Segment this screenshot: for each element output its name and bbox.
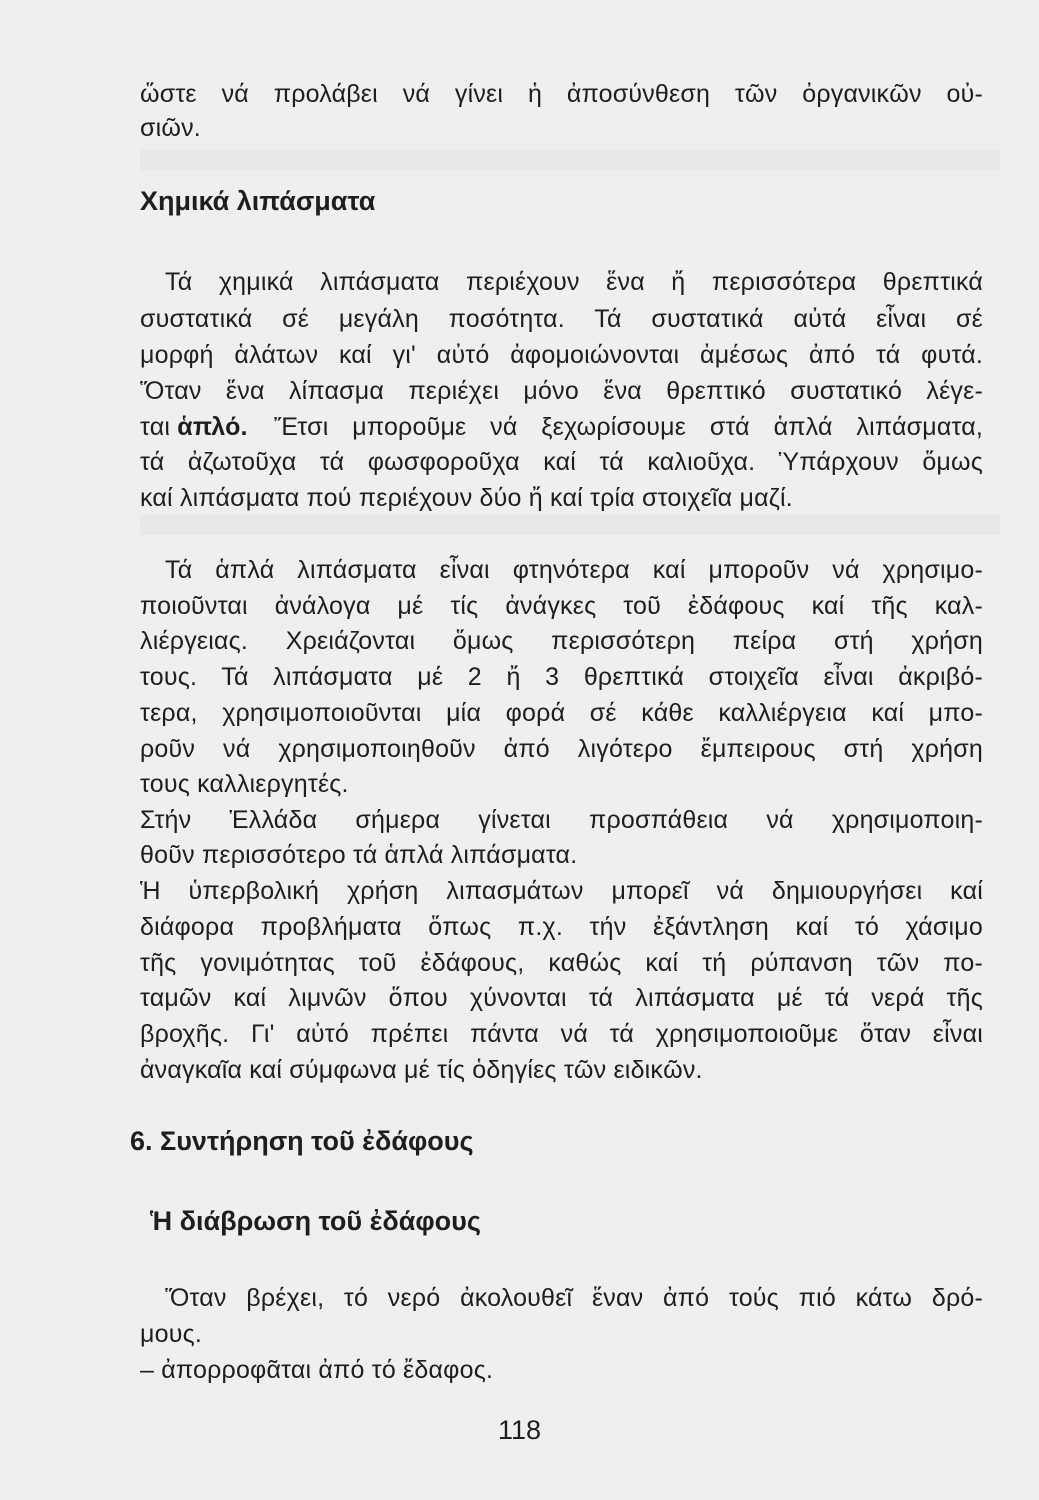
paragraph-line [140,412,248,442]
paragraph-line: ροῦν νά χρησιμοποιηθοῦν ἀπό λιγότερο ἔμπειρους στή χρήση [140,735,983,763]
paragraph-line: ἀναγκαῖα καί σύμφωνα μέ τίς ὁδηγίες τῶν ειδικῶν. [140,1056,703,1084]
subsection-heading: Ἡ διάβρωση τοῦ ἐδάφους [150,1206,481,1236]
paragraph-line: συστατικά σέ μεγάλη ποσότητα. Τά συστατικά αὐτά εἶναι σέ [140,305,983,333]
paragraph-line: τερα, χρησιμοποιοῦνται μία φορά σέ κάθε καλλιέργεια καί μπο- [140,699,983,727]
paragraph-line: βροχῆς. Γι' αὐτό πρέπει πάντα νά τά χρησιμοποιοῦμε ὅταν εἶναι [140,1020,983,1048]
list-item: – ἀπορροφᾶται ἀπό τό ἔδαφος. [140,1356,494,1384]
show-through-mark [140,150,1000,170]
paragraph-line: καί λιπάσματα πού περιέχουν δύο ἤ καί τρία στοιχεῖα μαζί. [140,484,793,512]
paragraph-line: Ὅταν βρέχει, τό νερό ἀκολουθεῖ ἕναν ἀπό τούς πιό κάτω δρό- [165,1284,983,1312]
paragraph-line: ποιοῦνται ἀνάλογα μέ τίς ἀνάγκες τοῦ ἐδάφους καί τῆς καλ- [140,592,983,620]
inline-text: ται [140,413,171,441]
paragraph-line: μους. [140,1320,202,1348]
intro-line: σιῶν. [140,114,201,142]
section-heading: 6. Συντήρηση τοῦ ἐδάφους [130,1126,474,1156]
section-heading: Χημικά λιπάσματα [140,186,376,216]
paragraph-line: μορφή ἁλάτων καί γι' αὐτό ἀφομοιώνονται ἀμέσως ἀπό τά φυτά. [140,341,983,369]
paragraph-line: Τά ἁπλά λιπάσματα εἶναι φτηνότερα καί μποροῦν νά χρησιμο- [165,556,983,584]
paragraph-line: Στήν Ἑλλάδα σήμερα γίνεται προσπάθεια νά χρησιμοποιη- [140,806,983,834]
paragraph-line: λιέργειας. Χρειάζονται ὅμως περισσότερη πείρα στή χρήση [140,627,983,655]
paragraph-line: Ὅταν ἕνα λίπασμα περιέχει μόνο ἕνα θρεπτικό συστατικό λέγε- [140,377,983,405]
paragraph-line: Τά χημικά λιπάσματα περιέχουν ἕνα ἤ περισσότερα θρεπτικά [165,268,983,296]
show-through-mark [140,515,1000,535]
intro-line: ὥστε νά προλάβει νά γίνει ἡ ἀποσύνθεση τῶν ὀργανικῶν οὐ- [140,80,983,108]
page-number: 118 [497,1415,542,1445]
paragraph-line: διάφορα προβλήματα ὅπως π.χ. τήν ἐξάντληση καί τό χάσιμο [140,913,983,941]
emphasis-term: ἁπλό. [177,413,248,441]
paragraph-line: τους. Τά λιπάσματα μέ 2 ἤ 3 θρεπτικά στοιχεῖα εἶναι ἀκριβό- [140,663,983,691]
paragraph-line: τά ἀζωτοῦχα τά φωσφοροῦχα καί τά καλιοῦχα. Ὑπάρχουν ὅμως [140,448,983,476]
paragraph-line: Ἔτσι μποροῦμε νά ξεχωρίσουμε στά ἁπλά λιπάσματα, [274,413,983,441]
paragraph-line: τους καλλιεργητές. [140,770,349,798]
paragraph-line: Ἡ ὑπερβολική χρήση λιπασμάτων μπορεῖ νά δημιουργήσει καί [140,877,983,905]
paragraph-line: θοῦν περισσότερο τά ἁπλά λιπάσματα. [140,841,578,869]
paragraph-line: τῆς γονιμότητας τοῦ ἐδάφους, καθώς καί τή ρύπανση τῶν πο- [140,949,983,977]
paragraph-line: ταμῶν καί λιμνῶν ὅπου χύνονται τά λιπάσματα μέ τά νερά τῆς [140,984,983,1012]
